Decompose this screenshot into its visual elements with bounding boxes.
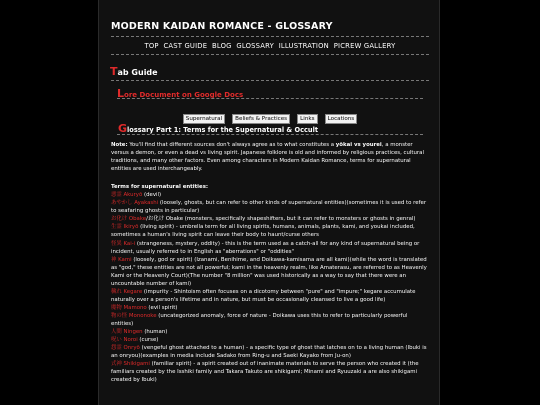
term-name: 生霊 Ikiryō [111,224,139,231]
term-item [111,288,429,304]
term-name: お化け Obake [111,216,147,223]
note-paragraph [111,141,429,173]
term-desc: (devil) [142,192,162,199]
term-desc: (uncategorized anomaly, force of nature - Doikawa uses this to refer to particularly powerful entities) [111,312,408,327]
term-desc: /お化け Obake (monsters, specifically shapeshifters, but it can refer to monsters or ghosts in genral) [146,216,416,223]
site-title: MODERN KAIDAN ROMANCE - GLOSSARY [111,21,333,32]
nav-glossary[interactable]: GLOSSARY [236,42,274,50]
note-bold: yōkai vs yourei [335,142,382,148]
term-name: 呪い Noroi [111,337,138,344]
beliefs-practices-button[interactable]: Beliefs & Practices [232,114,290,124]
term-name: あやかし Ayakashi [111,200,159,207]
term-item [111,199,429,215]
term-item [111,215,429,223]
note-text-2: , a monster versus a demon, or even a dead vs living spirit. Japanese folklore is old and informed by religious practices, cultural traditions, and many other factors. Even among characters in Modern Kaidan Romance, terms for supernatural entities are used interchangeably. [111,142,424,173]
tab-guide-heading [110,65,158,78]
divider-glossary [117,134,423,135]
tab-guide-rest: ab Guide [117,68,158,77]
term-desc: (evil spirit) [146,304,178,311]
term-name: 人間 Ningen [111,329,143,336]
term-name: 怪異 Kai-i [111,240,136,247]
divider-top [111,36,429,37]
term-desc: (familiar spirit) - a spirit created out of inanimate materials to serve the person who created it (the familiars created by the Isshiki family and Takara Takuto are shikigami; Minami and Ryuuzaki a are also shikigami created by Ibuki) [111,361,419,384]
nav-illustration[interactable]: ILLUSTRATION [278,42,329,50]
tab-guide-cap: T [110,65,118,78]
term-name: 物の怪 Mononoke [111,312,157,319]
term-desc: (vengeful ghost attached to a human) - a specific type of ghost that latches on to a living human (Ibuki is an onryou)(examples in media include Sadako from Ring-u and Saeki Kayako from Ju-on) [111,345,427,360]
lore-link-cap: L [117,87,125,100]
term-desc: (human) [142,329,168,336]
lore-link-rest: ore Document on Google Docs [124,91,244,99]
term-desc: (impurity - Shintoism often focuses on a dicotomy between "pure" and "impure;" kegare accumulate naturally over a person's lifetime and in nature, but must be occasionally cleansed to live a good life) [111,288,416,303]
main-nav [99,42,440,50]
supernatural-button[interactable]: Supernatural [183,114,225,124]
term-name: 穢れ Kegare [111,288,143,295]
terms-heading: Terms for supernatural entities: [111,184,209,191]
nav-blog[interactable]: BLOG [211,42,232,50]
glossary-rest: lossary Part 1: Terms for the Supernatural & Occult [127,126,318,134]
nav-picrew-gallery[interactable]: PICREW GALLERY [333,42,396,50]
note-text-1: You'll find that different sources don't always agree as to what constitutes a [127,142,336,148]
term-item [111,360,429,384]
locations-button[interactable]: Locations [325,114,358,124]
term-desc: (loosely, god or spirit) (Izanami, Benihime, and Doikawa-kamisama are all kami)(while the word is translated as "god," these entities are not all powerful; kami in the heavenly realm, like Amaterasu, are referred to as Heavenly Kami or the Heavenly Court)(The number "8 million" was used historically as a way to say that there were an uncountable number of kami) [111,256,427,287]
glossary-content [111,141,429,384]
term-name: 式神 Shikigami [111,361,150,368]
links-button[interactable]: Links [297,114,317,124]
term-desc: (curse) [137,337,159,344]
term-name: 魔物 Mamono [111,304,147,311]
term-item [111,240,429,256]
divider-lore [117,98,423,99]
divider-nav [111,54,429,55]
term-name: 怨霊 Onryō [111,345,140,352]
nav-top[interactable]: TOP [144,42,159,50]
note-label: Note: [111,142,128,148]
term-name: 神 Kami [111,256,132,263]
term-desc: (loosely, ghosts, but can refer to other kinds of supernatural entities)(sometimes it is used to refer to seafaring ghosts in particular) [111,200,427,215]
divider-tab [111,80,429,81]
term-item [111,223,429,239]
term-item [111,304,429,312]
page-container [98,0,440,405]
nav-cast-guide[interactable]: CAST GUIDE [163,42,208,50]
term-item [111,256,429,288]
term-item [111,344,429,360]
term-item [111,336,429,344]
term-item [111,191,429,199]
term-desc: (living spirit) - umbrella term for all living spirits, humans, animals, plants, kami, and youkai included, sometimes a human's living spirit can leave their body to haunt/curse others [111,224,415,239]
term-desc: (strangeness, mystery, oddity) - this is the term used as a catch-all for any kind of supernatural being or incident, usually referred to in English as "aberrations" or "oddities" [111,240,420,255]
term-item [111,328,429,336]
glossary-cap: G [118,122,128,135]
term-name: 悪霊 Akuryō [111,192,143,199]
term-item [111,312,429,328]
